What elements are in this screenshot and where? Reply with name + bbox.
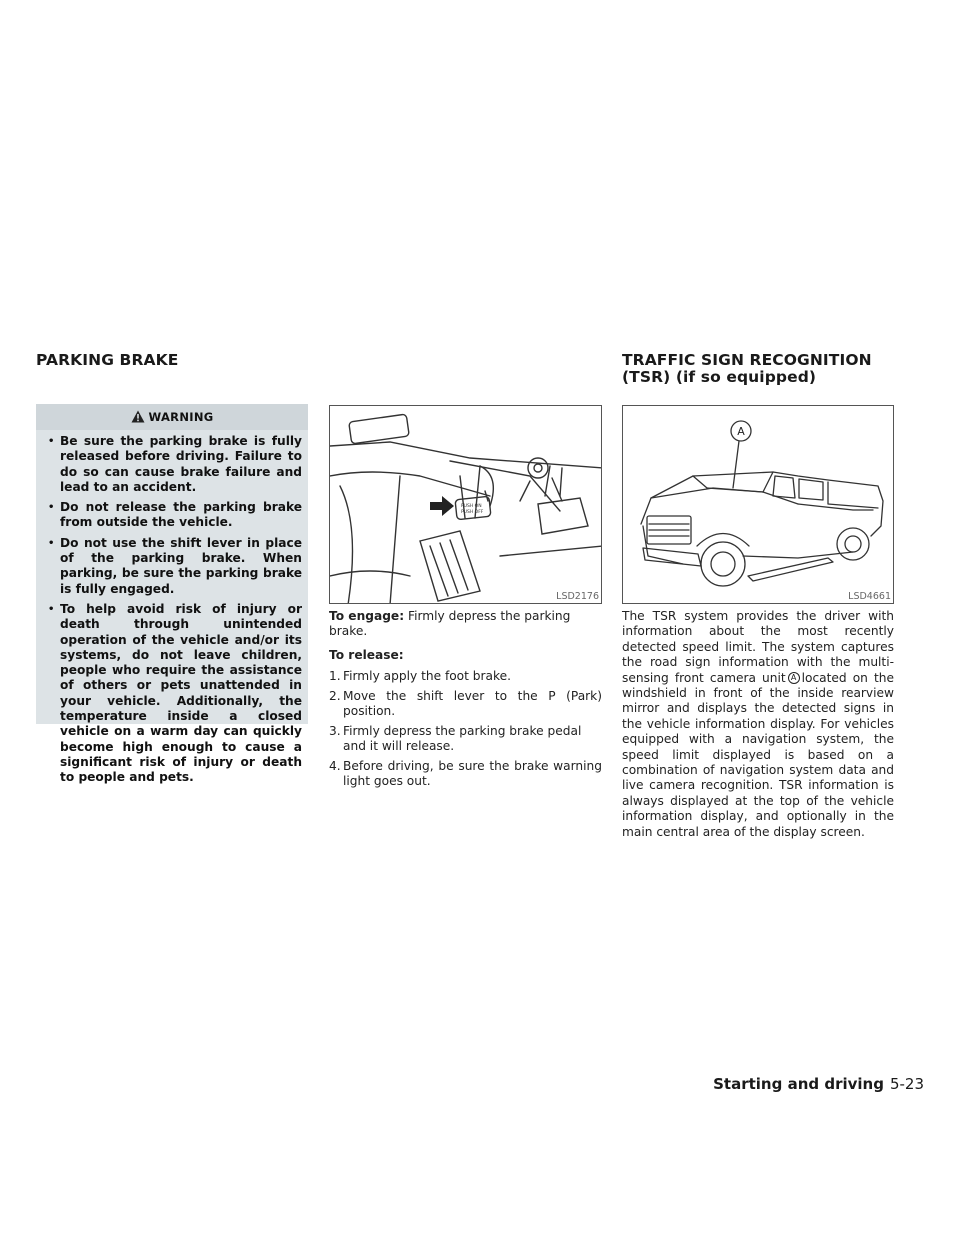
engage-paragraph — [329, 609, 602, 640]
warning-item: • To help avoid risk of injury or death through unintended operation of the vehicle and/or its systems, do not leave children, people who require the assistance of others or pets unattended in your vehicle. Additionally, the temperature inside a closed vehicle on a warm day can quickly become high enough to cause a significant risk of injury or death to people and pets. — [46, 602, 302, 786]
section-heading-parking-brake: PARKING BRAKE — [36, 351, 179, 369]
page-footer — [713, 1075, 924, 1093]
release-label: To release: — [329, 648, 404, 662]
section-heading-tsr: TRAFFIC SIGN RECOGNITION (TSR) (if so equipped) — [622, 351, 872, 386]
footer-section-title: Starting and driving — [713, 1075, 884, 1093]
parking-brake-pedal-illustration — [329, 405, 602, 604]
warning-header — [36, 404, 308, 430]
truck-callout-label: A — [737, 425, 745, 438]
warning-title: WARNING — [148, 410, 214, 424]
step-text: Before driving, be sure the brake warning light goes out. — [343, 759, 602, 789]
figure-code-truck: LSD4661 — [848, 591, 891, 602]
step-text: Firmly depress the parking brake pedal and it will release. — [343, 724, 582, 754]
warning-item: • Be sure the parking brake is fully released before driving. Failure to do so can cause brake failure and lead to an accident. — [46, 434, 302, 495]
step-text: Firmly apply the foot brake. — [343, 669, 512, 683]
warning-triangle-icon — [131, 408, 145, 427]
step-number: 1. — [329, 669, 341, 683]
warning-box — [36, 404, 308, 785]
pedal-label-on: PUSH ON — [461, 504, 482, 509]
pedal-label-off: PUSH OFF — [461, 510, 484, 515]
step-number: 4. — [329, 759, 341, 773]
figure-code-pedal: LSD2176 — [556, 591, 599, 602]
pickup-truck-camera-illustration — [622, 405, 894, 604]
step-text: Move the shift lever to the P (Park) position. — [343, 689, 602, 719]
warning-item: • Do not release the parking brake from outside the vehicle. — [46, 500, 302, 531]
release-step — [329, 724, 602, 755]
page-number: 5-23 — [889, 1075, 924, 1093]
release-step — [329, 759, 602, 790]
tsr-paragraph — [622, 609, 894, 840]
warning-item: • Do not use the shift lever in place of the parking brake. When parking, be sure the parking brake is fully engaged. — [46, 536, 302, 597]
camera-callout-a: A — [788, 672, 800, 684]
tsr-text-part2: located on the windshield in front of the inside rearview mirror and displays the detected signs in the vehicle information display. For vehicles equipped with a navigation system, the speed limit displayed is based on a combination of navigation system data and live camera recognition. TSR information is always displayed at the top of the vehicle information display, and optionally in the main central area of the display screen. — [622, 670, 894, 839]
step-number: 2. — [329, 689, 341, 703]
tsr-text-part1: The TSR system provides the driver with information about the most recently detected speed limit. The system captures the road sign information with the multi-sensing front camera unit — [622, 609, 894, 685]
warning-list — [46, 434, 302, 791]
release-step — [329, 669, 602, 684]
step-number: 3. — [329, 724, 341, 738]
release-step — [329, 689, 602, 720]
engage-label: To engage: — [329, 609, 405, 623]
engage-text: Firmly depress the parking brake. — [329, 609, 571, 639]
